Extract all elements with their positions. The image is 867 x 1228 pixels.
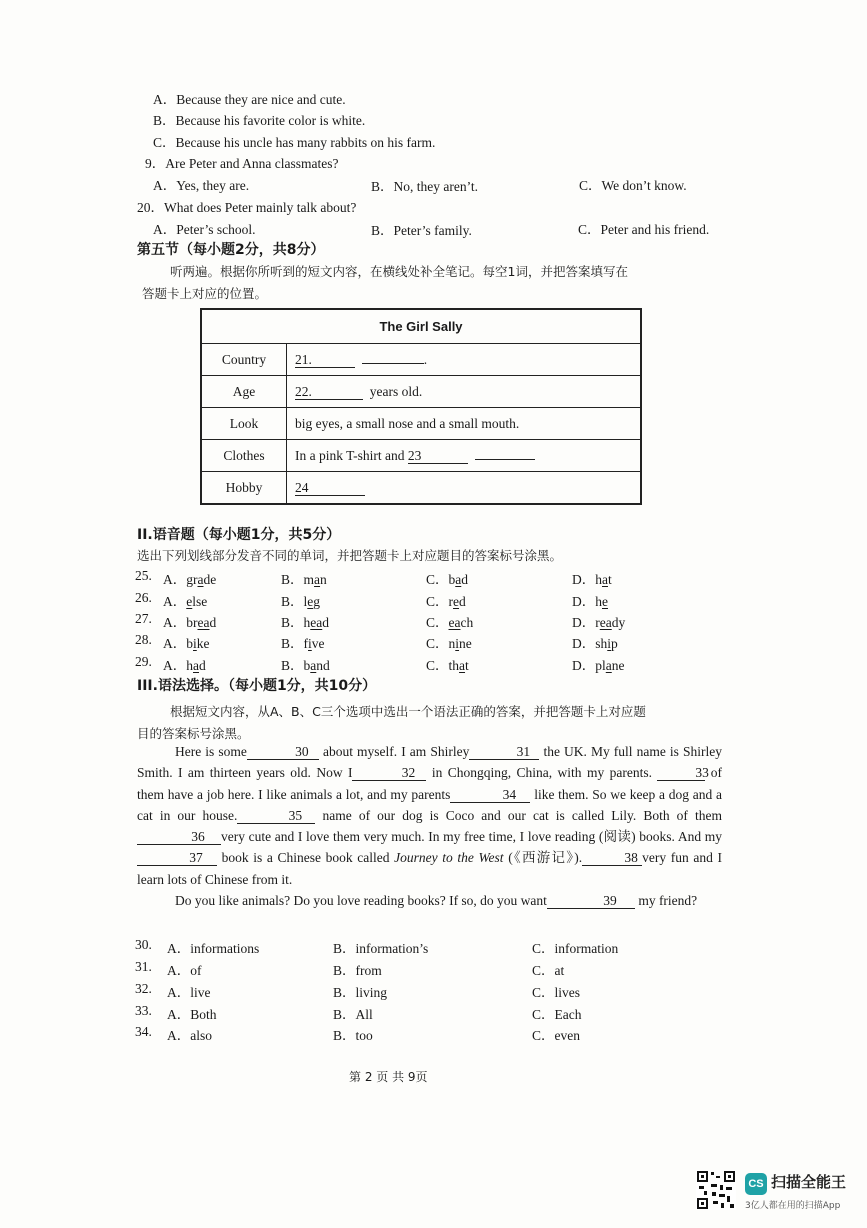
word-part: dy — [611, 615, 626, 630]
option-letter: B． — [281, 636, 304, 651]
option-letter: B． — [281, 658, 304, 673]
notes-row-age — [201, 376, 641, 408]
underlined-sound: i — [193, 636, 197, 651]
word-part: ve — [311, 636, 325, 651]
notes-row-hobby — [201, 472, 641, 505]
word-part: gr — [186, 572, 198, 587]
q18-option-c: C．Because his uncle has many rabbits on his farm. — [153, 135, 436, 150]
phonetics-option[interactable] — [572, 568, 612, 588]
section5-instruction-line2: 答题卡上对应的位置。 — [142, 286, 268, 301]
word-part: f — [303, 636, 309, 651]
notes-row-country — [201, 344, 641, 376]
word-part: ne — [611, 658, 625, 673]
underlined-sound: a — [314, 572, 321, 587]
option-letter: B． — [281, 615, 304, 630]
phonetics-option[interactable] — [163, 632, 210, 652]
word-part: lse — [192, 594, 208, 609]
word-part: ch — [460, 615, 474, 630]
word-part: sh — [595, 636, 608, 651]
notes-value[interactable] — [287, 376, 642, 408]
notes-value[interactable] — [287, 440, 642, 472]
word-part: pl — [595, 658, 606, 673]
choice-option-c[interactable]: C．information — [532, 941, 619, 956]
word-part: d — [461, 572, 469, 587]
passage-paragraph-1: Here is some 30 about myself. I am Shirley 31 the UK. My full name is Shirley Smith. I am thirteen years old. Now I 32 in Chongqing, China, with my parents. 33 of them have a job here. I like animals a lot, and my parents 34 like them. So we keep a dog and a cat in our house. 35 name of our dog is Coco and our cat is called Lily. Both of them36 very cute and I love them very much. In my free time, I love reading (阅读) books. And my37 book is a Chinese book called Journey to the West (《西游记》). 38 very fun and I learn lots of Chinese from it. — [137, 744, 723, 887]
word-part: b — [186, 636, 193, 651]
q18-option-b: B．Because his favorite color is white. — [153, 113, 366, 128]
blank-23[interactable]: 23 — [408, 448, 468, 464]
q20-option-b: B．Peter’s family. — [371, 223, 472, 238]
word-part: h — [186, 658, 193, 673]
word-part: de — [203, 572, 217, 587]
phonetics-option[interactable] — [572, 590, 608, 610]
phonetics-option[interactable] — [163, 654, 206, 674]
phonetics-option[interactable] — [163, 590, 207, 610]
q19-option-a: A．Yes, they are. — [153, 178, 250, 193]
phonetics-option[interactable] — [426, 632, 472, 652]
phonetics-option[interactable] — [281, 654, 330, 674]
q19-stem: 9．Are Peter and Anna classmates? — [145, 156, 339, 171]
word-part: t — [608, 572, 612, 587]
underlined-sound: i — [308, 636, 312, 651]
app-name: 扫描全能王 — [771, 1173, 847, 1191]
page-number: 第 2 页 共 9页 — [349, 1070, 428, 1084]
notes-value[interactable] — [287, 344, 642, 376]
underlined-sound: i — [455, 636, 460, 651]
option-letter: D． — [572, 658, 596, 673]
app-tagline: 3亿人都在用的扫描App — [745, 1201, 841, 1211]
blank-33[interactable]: 33 — [657, 765, 705, 781]
blank-22[interactable]: 22. — [295, 384, 363, 400]
book-title: Journey to the West — [394, 850, 504, 866]
word-part: p — [611, 636, 618, 651]
phonetics-option[interactable] — [426, 611, 473, 631]
underlined-sound: ea — [197, 615, 210, 630]
word-part: th — [448, 658, 460, 673]
choice-question-number: 31. — [135, 959, 152, 974]
word-part: br — [186, 615, 198, 630]
blank-32[interactable]: 32 — [352, 765, 426, 781]
word-part: d — [199, 658, 206, 673]
word-part: m — [303, 572, 315, 587]
blank-39[interactable]: 39 — [547, 893, 635, 909]
underlined-sound: a — [455, 572, 462, 587]
notes-suffix: . — [423, 351, 428, 367]
underlined-sound: a — [459, 658, 466, 673]
word-part: h — [595, 594, 602, 609]
phonetics-option[interactable] — [572, 654, 625, 674]
choice-option-a[interactable]: A．live — [167, 985, 211, 1000]
section5-heading: 第五节（每小题2分，共8分） — [137, 242, 325, 258]
notes-label: Clothes — [201, 440, 287, 472]
word-part: l — [303, 594, 308, 609]
phonetics-question-number: 26. — [135, 590, 152, 605]
q18-option-a: A．Because they are nice and cute. — [153, 92, 346, 107]
notes-label: Country — [201, 344, 287, 376]
choice-question-number: 34. — [135, 1024, 152, 1039]
underlined-sound: i — [607, 636, 612, 651]
notes-label: Hobby — [201, 472, 287, 505]
option-letter: A． — [163, 572, 187, 587]
phonetics-option[interactable] — [163, 568, 216, 588]
grammar-passage — [137, 741, 722, 911]
q20-option-c: C．Peter and his friend. — [578, 222, 710, 237]
option-letter: D． — [572, 615, 596, 630]
option-letter: C． — [426, 615, 449, 630]
word-part: ne — [459, 636, 472, 651]
word-part: d — [322, 615, 329, 630]
phonetics-instruction: 选出下列划线部分发音不同的单词，并把答题卡上对应题目的答案标号涂黑。 — [137, 548, 563, 563]
q20-stem: 20．What does Peter mainly talk about? — [137, 200, 357, 215]
blank-31[interactable]: 31 — [469, 744, 539, 760]
choice-question-number: 33. — [135, 1003, 152, 1018]
underlined-sound: e — [453, 594, 460, 609]
word-part: h — [595, 572, 602, 587]
choice-option-c[interactable]: C．Each — [532, 1007, 582, 1022]
option-letter: A． — [163, 594, 187, 609]
underlined-sound: a — [197, 572, 204, 587]
phonetics-option[interactable] — [281, 568, 327, 588]
notes-label: Age — [201, 376, 287, 408]
option-letter: D． — [572, 636, 596, 651]
notes-table — [200, 308, 642, 505]
word-part: h — [303, 615, 311, 630]
notes-row-look — [201, 408, 641, 440]
option-letter: B． — [281, 572, 304, 587]
underlined-sound: a — [193, 658, 199, 673]
notes-table-title: The Girl Sally — [201, 309, 641, 344]
word-part: r — [448, 594, 454, 609]
notes-label: Look — [201, 408, 287, 440]
choice-option-b[interactable]: B．from — [333, 963, 382, 978]
option-letter: A． — [163, 615, 187, 630]
choice-option-c[interactable]: C．at — [532, 963, 565, 978]
blank-36[interactable]: 36 — [137, 829, 221, 845]
phonetics-option[interactable] — [426, 590, 466, 610]
choice-option-b[interactable]: B．living — [333, 985, 388, 1000]
choice-question-number: 30. — [135, 937, 152, 952]
grammar-instruction-line2: 目的答案标号涂黑。 — [137, 726, 250, 741]
word-part: nd — [316, 658, 330, 673]
word-part: ke — [196, 636, 210, 651]
word-part: d — [459, 594, 466, 609]
underlined-sound: ea — [448, 615, 461, 630]
notes-value[interactable] — [287, 472, 642, 505]
choice-option-a[interactable]: A．of — [167, 963, 202, 978]
notes-suffix: years old. — [369, 383, 423, 399]
option-letter: C． — [426, 658, 449, 673]
blank-34[interactable]: 34 — [450, 787, 530, 803]
word-part: n — [320, 572, 327, 587]
grammar-heading: III.语法选择。（每小题1分，共10分） — [137, 678, 377, 694]
choice-option-a[interactable]: A．informations — [167, 941, 260, 956]
word-part: g — [313, 594, 321, 609]
underlined-sound: e — [186, 594, 193, 609]
passage-paragraph-2: Do you like animals? Do you love reading books? If so, do you want 39 my friend? — [175, 893, 698, 909]
choice-option-a[interactable]: A．also — [167, 1028, 212, 1043]
blank-21[interactable]: 21. — [295, 352, 355, 368]
option-letter: A． — [163, 658, 187, 673]
word-part: b — [448, 572, 456, 587]
phonetics-question-number: 29. — [135, 654, 152, 669]
underlined-sound: ea — [599, 615, 612, 630]
q19-option-b: B．No, they aren’t. — [371, 179, 478, 194]
choice-option-b[interactable]: B．too — [333, 1028, 373, 1043]
blank-35[interactable]: 35 — [237, 808, 315, 824]
blank-38[interactable]: 38 — [582, 850, 642, 866]
phonetics-question-number: 28. — [135, 632, 152, 647]
word-part: d — [209, 615, 217, 630]
phonetics-question-number: 25. — [135, 568, 152, 583]
qr-code-icon — [696, 1170, 736, 1210]
choice-option-c[interactable]: C．lives — [532, 985, 581, 1000]
q20-option-a: A．Peter’s school. — [153, 222, 256, 237]
notes-value: big eyes, a small nose and a small mouth. — [287, 408, 642, 440]
blank-24[interactable]: 24 — [295, 480, 365, 496]
blank-37[interactable]: 37 — [137, 850, 217, 866]
phonetics-option[interactable] — [572, 611, 625, 631]
underlined-sound: e — [602, 594, 608, 609]
choice-option-c[interactable]: C．even — [532, 1028, 580, 1043]
camscanner-logo-icon: CS — [745, 1173, 767, 1195]
option-letter: B． — [281, 594, 304, 609]
section5-instruction-line1: 听两遍。根据你所听到的短文内容，在横线处补全笔记。每空1词，并把答案填写在 — [170, 264, 628, 279]
word-part: n — [448, 636, 456, 651]
underlined-sound: e — [307, 594, 314, 609]
option-letter: C． — [426, 636, 449, 651]
underlined-sound: ea — [310, 615, 323, 630]
word-part: b — [303, 658, 311, 673]
underlined-sound: a — [310, 658, 317, 673]
word-part: r — [595, 615, 600, 630]
option-letter: D． — [572, 572, 596, 587]
blank-30[interactable]: 30 — [247, 744, 319, 760]
phonetics-heading: II.语音题（每小题1分，共5分） — [137, 527, 341, 543]
choice-question-number: 32. — [135, 981, 152, 996]
phonetics-question-number: 27. — [135, 611, 152, 626]
choice-option-b[interactable]: B．information’s — [333, 941, 429, 956]
notes-row-clothes — [201, 440, 641, 472]
phonetics-option[interactable] — [281, 590, 320, 610]
word-part: t — [465, 658, 469, 673]
phonetics-option[interactable] — [572, 632, 618, 652]
option-letter: C． — [426, 594, 449, 609]
phonetics-option[interactable] — [426, 654, 469, 674]
phonetics-option[interactable] — [426, 568, 468, 588]
option-letter: C． — [426, 572, 449, 587]
grammar-instruction-line1: 根据短文内容，从A、B、C三个选项中选出一个语法正确的答案，并把答题卡上对应题 — [170, 704, 646, 719]
underlined-sound: a — [602, 572, 608, 587]
choice-option-b[interactable]: B．All — [333, 1007, 373, 1022]
underlined-sound: a — [605, 658, 612, 673]
choice-option-a[interactable]: A．Both — [167, 1007, 217, 1022]
phonetics-option[interactable] — [163, 611, 216, 631]
option-letter: D． — [572, 594, 596, 609]
phonetics-option[interactable] — [281, 611, 329, 631]
option-letter: A． — [163, 636, 187, 651]
q19-option-c: C．We don’t know. — [579, 178, 687, 193]
notes-prefix: In a pink T-shirt and — [295, 447, 405, 463]
phonetics-option[interactable] — [281, 632, 325, 652]
